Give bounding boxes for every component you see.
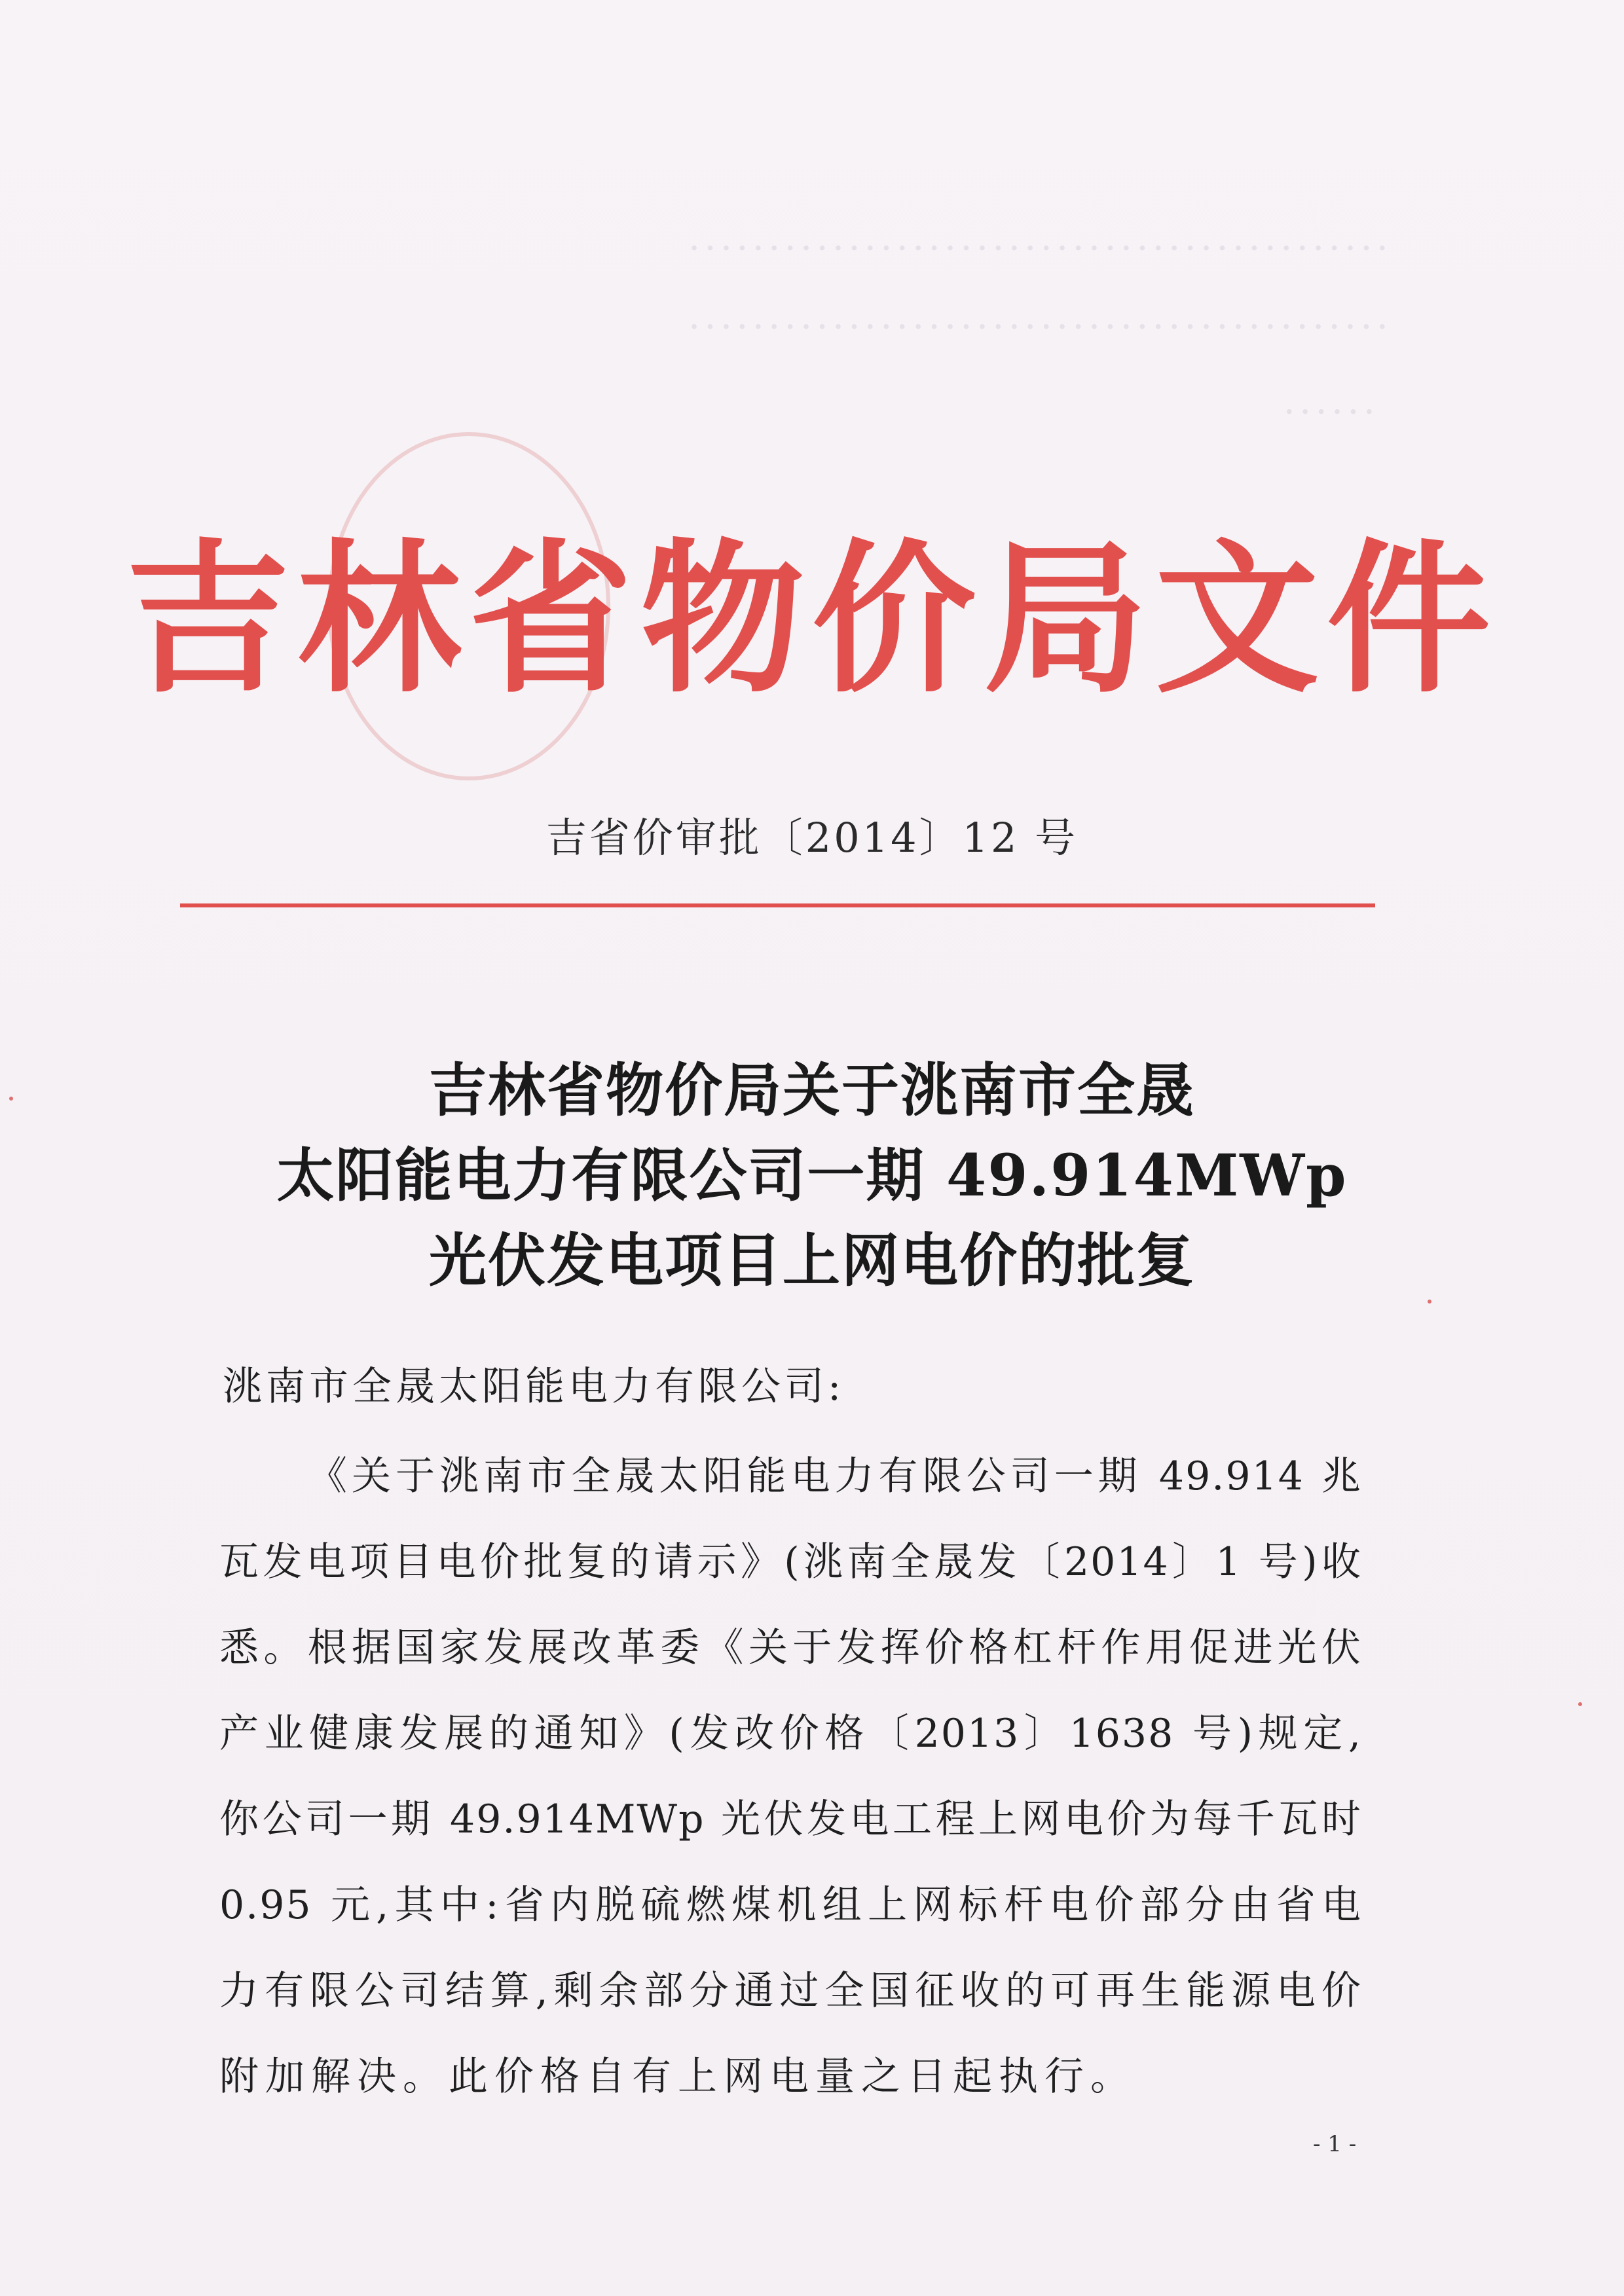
title-line: 光伏发电项目上网电价的批复 [428, 1226, 1195, 1294]
body-line: 《关于洮南市全晟太阳能电力有限公司一期 49.914 兆 [308, 1453, 1362, 1499]
body-line: 力有限公司结算,剩余部分通过全国征收的可再生能源电价 [219, 1968, 1362, 2014]
bleed-through-text: ······ [1279, 390, 1375, 434]
salutation: 洮南市全晟太阳能电力有限公司: [223, 1364, 845, 1410]
page-number: - 1 - [1313, 2131, 1357, 2157]
bleed-through-text: ············································ [684, 304, 1388, 349]
body-line: 你公司一期 49.914MWp 光伏发电工程上网电价为每千瓦时 [219, 1796, 1362, 1842]
document-title [0, 1048, 1624, 1303]
bleed-through-text: ············································ [684, 226, 1388, 270]
document-number: 吉省价审批〔2014〕12 号 [545, 814, 1079, 862]
agency-header-title: 吉林省物价局文件 [126, 522, 1498, 715]
scan-speck [9, 1097, 13, 1101]
body-paragraph [219, 1434, 1362, 2120]
body-line: 瓦发电项目电价批复的请示》(洮南全晟发〔2014〕1 号)收 [219, 1539, 1362, 1585]
body-line: 悉。根据国家发展改革委《关于发挥价格杠杆作用促进光伏 [219, 1625, 1362, 1671]
title-line: 太阳能电力有限公司一期 49.914MWp [276, 1141, 1348, 1209]
body-line: 附加解决。此价格自有上网电量之日起执行。 [219, 2054, 1136, 2100]
title-line: 吉林省物价局关于洮南市全晟 [428, 1056, 1195, 1124]
body-line: 产业健康发展的通知》(发改价格〔2013〕1638 号)规定, [219, 1711, 1362, 1757]
scan-speck [1428, 1300, 1431, 1303]
header-divider [180, 903, 1375, 907]
scan-speck [1578, 1702, 1582, 1706]
body-line: 0.95 元,其中:省内脱硫燃煤机组上网标杆电价部分由省电 [219, 1882, 1362, 1928]
